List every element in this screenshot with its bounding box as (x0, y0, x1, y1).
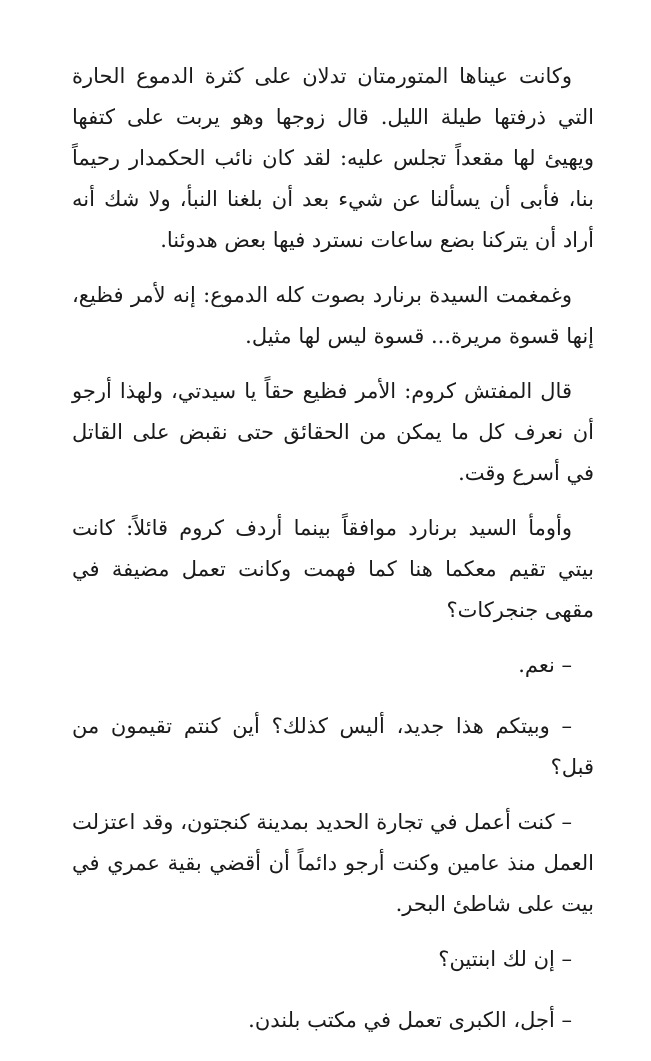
paragraph-1: وكانت عيناها المتورمتان تدلان على كثرة الدموع الحارة التي ذرفتها طيلة الليل. قال زوجها وهو يربت على كتفها ويهيئ لها مقعداً تجلس عليه: لقد كان نائب الحكمدار رحيماً بنا، فأبى أن يسألنا عن شيء بعد أن بلغنا النبأ، ولا شك أنه أراد أن يتركنا بضع ساعات نسترد فيها بعض هدوئنا. (72, 64, 594, 252)
paragraph-4: وأومأ السيد برنارد موافقاً بينما أردف كروم قائلاً: كانت بيتي تقيم معكما هنا كما فهمت وكانت تعمل مضيفة في مقهى جنجركات؟ (72, 516, 594, 622)
dialogue-line-3: – كنت أعمل في تجارة الحديد بمدينة كنجتون، وقد اعتزلت العمل منذ عامين وكنت أرجو دائماً أن أقضي بقية عمري في بيت على شاطئ البحر. (72, 810, 594, 916)
book-page (72, 56, 594, 1061)
paragraph-3: قال المفتش كروم: الأمر فظيع حقاً يا سيدتي، ولهذا أرجو أن نعرف كل ما يمكن من الحقائق حتى نقبض على القاتل في أسرع وقت. (72, 379, 594, 485)
dialogue-line-2: – وبيتكم هذا جديد، أليس كذلك؟ أين كنتم تقيمون من قبل؟ (72, 714, 594, 779)
dialogue-line-5: – أجل، الكبرى تعمل في مكتب بلندن. (248, 1008, 572, 1032)
paragraph-2: وغمغمت السيدة برنارد بصوت كله الدموع: إنه لأمر فظيع، إنها قسوة مريرة... قسوة ليس لها مثيل. (72, 283, 594, 348)
dialogue-line-4: – إن لك ابنتين؟ (438, 947, 572, 971)
dialogue-line-1: – نعم. (518, 653, 572, 677)
